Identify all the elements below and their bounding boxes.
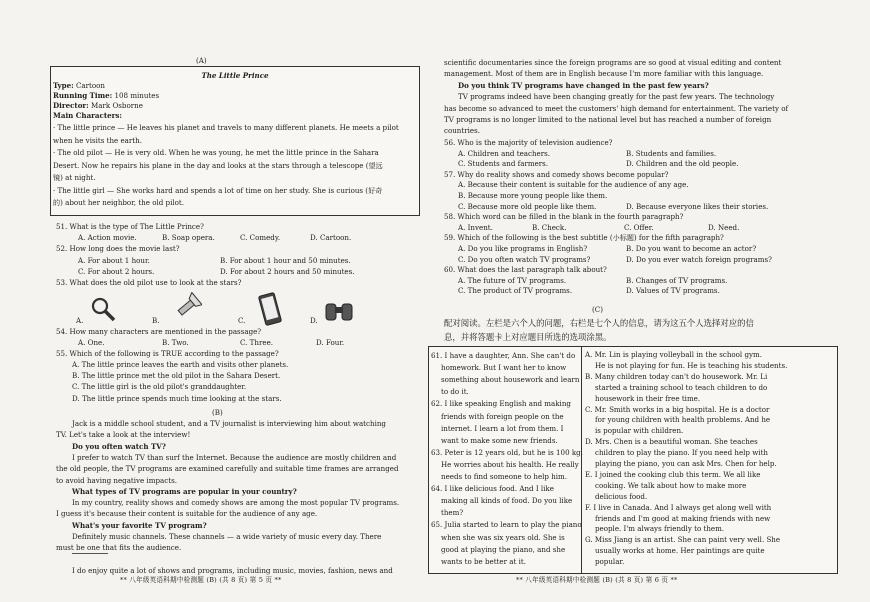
option: D. Because everyone likes their stories. xyxy=(626,201,769,211)
question-stem: 60. What does the last paragraph talk about? xyxy=(444,265,607,275)
matching-left-line: something about housework and learn xyxy=(441,375,580,385)
matching-left-line: 64. I like delicious food. And I like xyxy=(431,484,554,494)
c-instruction-2: 息，并将答题卡上对应题目所选的选项涂黑。 xyxy=(444,332,612,342)
meta-line xyxy=(53,81,105,90)
matching-left-line: good at playing the piano, and she xyxy=(441,544,566,554)
matching-left-line: internet. I learn a lot from them. I xyxy=(441,423,564,433)
option: C. Students and farmers. xyxy=(458,159,549,169)
blank-line xyxy=(72,553,108,554)
option: B. Check. xyxy=(532,222,567,232)
matching-divider xyxy=(581,347,582,573)
option: D. Need. xyxy=(708,222,740,232)
right-footer: ** 八年级英语科期中检测题 (B) (共 8 页) 第 6 页 ** xyxy=(516,576,678,584)
question-stem: 58. Which word can be filled in the blank in the fourth paragraph? xyxy=(444,212,684,222)
matching-right-line: A. Mr. Lin is playing volleyball in the school gym. xyxy=(585,350,762,359)
matching-right-line: He is not playing for fun. He is teaching his students. xyxy=(595,360,788,370)
character-line: · The little prince — He leaves his planet and travels to many different planets. He meets a pilot xyxy=(53,123,399,132)
matching-left-line: wants to be better at it. xyxy=(441,556,526,566)
option: B. For about 1 hour and 50 minutes. xyxy=(220,255,351,265)
option: A. Because their content is suitable for the audience of any age. xyxy=(458,180,689,190)
magnifier-image xyxy=(90,296,116,324)
matching-left-line: friends with foreign people on the xyxy=(441,411,564,421)
matching-right-line: delicious food. xyxy=(595,491,648,501)
option: C. Offer. xyxy=(624,222,654,232)
box-title: The Little Prince xyxy=(201,71,269,80)
option: D. For about 2 hours and 50 minutes. xyxy=(220,266,355,276)
flashlight-image xyxy=(172,292,202,324)
matching-left-line: to do it. xyxy=(441,387,469,397)
question-stem: 55. Which of the following is TRUE according to the passage? xyxy=(56,349,279,358)
question-stem: 57. Why do reality shows and comedy shows become popular? xyxy=(444,169,669,179)
matching-right-line: G. Miss Jiang is an artist. She can paint very well. She xyxy=(585,535,781,545)
passage-b-line: TV. Let's take a look at the interview! xyxy=(56,430,191,440)
passage-b-continued: has become so advanced to meet the customers' high demand for entertainment. The variety of xyxy=(444,103,789,113)
passage-b-line: Definitely music channels. These channels — a wide variety of music every day. There xyxy=(72,532,382,541)
matching-left-line: needs to find someone to help him. xyxy=(441,472,568,481)
option: D. Children and the old people. xyxy=(626,159,739,169)
matching-right-line: E. I joined the cooking club this term. We all like xyxy=(585,469,761,479)
matching-right-line: cooking. We talk about how to make more xyxy=(595,480,747,490)
character-line: 镜) at night. xyxy=(53,173,96,182)
option: B. Soap opera. xyxy=(162,233,215,243)
meta-line xyxy=(53,91,159,100)
phone-image xyxy=(256,292,284,328)
passage-b-continued: scientific documentaries since the foreign programs are so good at visual editing and content xyxy=(444,58,782,67)
matching-right-line: C. Mr. Smith works in a big hospital. He is a doctor xyxy=(585,404,770,414)
passage-b-line: the old people, the TV programs are examined carefully and suitable time frames are arranged xyxy=(56,464,399,474)
option: A. Invent. xyxy=(458,222,493,232)
matching-right-line: is popular with children. xyxy=(595,426,684,436)
option: D. Cartoon. xyxy=(310,233,352,243)
matching-left-line: when she was six years old. She is xyxy=(441,532,565,542)
question-stem: 56. Who is the majority of television audience? xyxy=(444,138,613,147)
option: A. The little prince leaves the earth and visits other planets. xyxy=(72,360,289,369)
passage-b-line: Jack is a middle school student, and a TV journalist is interviewing him about watching xyxy=(72,419,386,428)
matching-left-line: them? xyxy=(441,508,464,518)
matching-right-line: D. Mrs. Chen is a beautiful woman. She teaches xyxy=(585,437,758,447)
passage-b-line: What types of TV programs are popular in your country? xyxy=(72,486,297,496)
question-stem: 52. How long does the movie last? xyxy=(56,244,180,254)
left-footer: ** 八年级英语科期中检测题 (B) (共 8 页) 第 5 页 ** xyxy=(120,576,282,584)
matching-right-line: popular. xyxy=(595,557,625,567)
matching-left-line: 63. Peter is 12 years old, but he is 100 kg. xyxy=(431,447,583,457)
matching-table xyxy=(428,346,838,574)
passage-b-line: must be one that fits the audience. xyxy=(56,543,182,553)
right-page xyxy=(431,0,870,602)
passage-b-continued: TV programs indeed have been changing greatly for the past few years. The technology xyxy=(458,92,775,102)
matching-right-line: people. I'm always friendly to them. xyxy=(595,524,725,534)
option: C. Three. xyxy=(240,338,274,347)
passage-b-continued: Do you think TV programs have changed in the past few years? xyxy=(458,80,709,90)
meta-value: 108 minutes xyxy=(112,91,160,100)
option-label: C. xyxy=(238,316,246,325)
option: A. Action movie. xyxy=(78,233,137,243)
option: D. Do you ever watch foreign programs? xyxy=(626,254,772,264)
option-label: B. xyxy=(152,316,160,325)
matching-right-line: housework in their free time. xyxy=(595,393,701,403)
option: B. Students and families. xyxy=(626,148,717,158)
matching-left-line: want to make some new friends. xyxy=(441,435,558,445)
passage-b-line: I guess it's because their content is suitable for the audience of any age. xyxy=(56,509,318,519)
option-label: A. xyxy=(76,316,84,325)
option: B. Two. xyxy=(162,338,189,347)
meta-value: Cartoon xyxy=(73,81,105,90)
option: C. Do you often watch TV programs? xyxy=(458,254,591,264)
character-line: · The little girl — She works hard and spends a lot of time on her study. She is curious (好奇 xyxy=(53,185,383,195)
passage-b-line: I do enjoy quite a lot of shows and programs, including music, movies, fashion, news and xyxy=(72,565,393,575)
meta-key: Director: xyxy=(53,101,89,110)
passage-b-continued: management. Most of them are in English because I'm more familiar with this language. xyxy=(444,69,764,79)
character-line: Desert. Now he repairs his plane in the day and looks at the stars through a telescope (望远 xyxy=(53,160,383,170)
question-stem: 53. What does the old pilot use to look at the stars? xyxy=(56,278,242,287)
passage-a-box xyxy=(50,66,420,216)
passage-b-line: to avoid having negative impacts. xyxy=(56,475,177,485)
option: B. Because more young people like them. xyxy=(458,191,608,200)
matching-left-line: making all kinds of food. Do you like xyxy=(441,496,573,506)
option: D. Values of TV programs. xyxy=(626,286,720,296)
passage-b-line: I prefer to watch TV than surf the Internet. Because the audience are mostly children and xyxy=(72,452,397,462)
character-line: 的) about her neighbor, the old pilot. xyxy=(53,198,184,207)
option: B. The little prince met the old pilot in the Sahara Desert. xyxy=(72,371,281,381)
matching-left-line: 65. Julia started to learn to play the piano xyxy=(431,520,582,530)
option: C. Comedy. xyxy=(240,233,281,243)
option: D. Four. xyxy=(316,338,345,347)
passage-b-continued: countries. xyxy=(444,126,480,136)
matching-right-line: usually works at home. Her paintings are quite xyxy=(595,546,765,556)
meta-key: Type: xyxy=(53,81,74,90)
option: B. Do you want to become an actor? xyxy=(626,244,757,253)
meta-key: Running Time: xyxy=(53,91,113,100)
character-line: · The old pilot — He is very old. When he was young, he met the little prince in the Sahara xyxy=(53,148,379,157)
matching-right-line: B. Many children today can't do housework. Mr. Li xyxy=(585,371,768,381)
option: C. The product of TV programs. xyxy=(458,286,573,296)
meta-line xyxy=(53,111,122,120)
option: B. Changes of TV programs. xyxy=(626,275,728,285)
matching-right-line: for young children with health problems. And he xyxy=(595,415,771,425)
option: A. The future of TV programs. xyxy=(458,275,567,285)
passage-b-label: (B) xyxy=(212,408,223,417)
matching-right-line: playing the piano, you can ask Mrs. Chen for help. xyxy=(595,459,777,468)
option: C. For about 2 hours. xyxy=(78,266,155,276)
passage-b-line: What's your favorite TV program? xyxy=(72,520,207,530)
matching-left-line: homework. But I want her to know xyxy=(441,363,567,373)
question-stem: 51. What is the type of The Little Prince? xyxy=(56,222,204,231)
meta-line xyxy=(53,101,143,110)
option: C. Because more old people like them. xyxy=(458,201,597,211)
passage-c-label: (C) xyxy=(592,305,603,314)
option-label: D. xyxy=(310,316,318,325)
character-line: when he visits the earth. xyxy=(53,135,142,145)
matching-left-line: 62. I like speaking English and making xyxy=(431,399,571,409)
option: C. The little girl is the old pilot's granddaughter. xyxy=(72,382,247,392)
option: A. Children and teachers. xyxy=(458,148,551,158)
option: A. Do you like programs in English? xyxy=(458,244,588,253)
matching-right-line: F. I live in Canada. And I always get along well with xyxy=(585,502,772,512)
meta-value: Mark Osborne xyxy=(88,101,143,110)
option: A. For about 1 hour. xyxy=(78,255,150,265)
passage-a-label: (A) xyxy=(196,56,207,65)
matching-left-line: He worries about his health. He really xyxy=(441,459,579,469)
matching-left-line: 61. I have a daughter, Ann. She can't do xyxy=(431,351,576,360)
meta-key: Main Characters: xyxy=(53,111,122,120)
matching-right-line: children to play the piano. If you need help with xyxy=(595,448,768,458)
passage-b-line: Do you often watch TV? xyxy=(72,441,166,451)
passage-b-line: In my country, reality shows and comedy shows are among the most popular TV programs. xyxy=(72,498,400,508)
c-instruction-1: 配对阅读。左栏是六个人的问题，右栏是七个人的信息，请为这五个人选择对应的信 xyxy=(444,318,754,328)
question-stem: 54. How many characters are mentioned in the passage? xyxy=(56,327,262,336)
option: A. One. xyxy=(78,338,105,347)
passage-b-continued: TV programs is no longer limited to the national level but has reached a number of foreign xyxy=(444,115,772,124)
matching-right-line: started a training school to teach children to do xyxy=(595,382,768,392)
binoculars-image xyxy=(324,298,354,326)
matching-right-line: friends and I'm good at making friends with new xyxy=(595,513,771,523)
question-stem: 59. Which of the following is the best subtitle (小标题) for the fifth paragraph? xyxy=(444,233,724,243)
option: D. The little prince spends much time looking at the stars. xyxy=(72,393,282,403)
